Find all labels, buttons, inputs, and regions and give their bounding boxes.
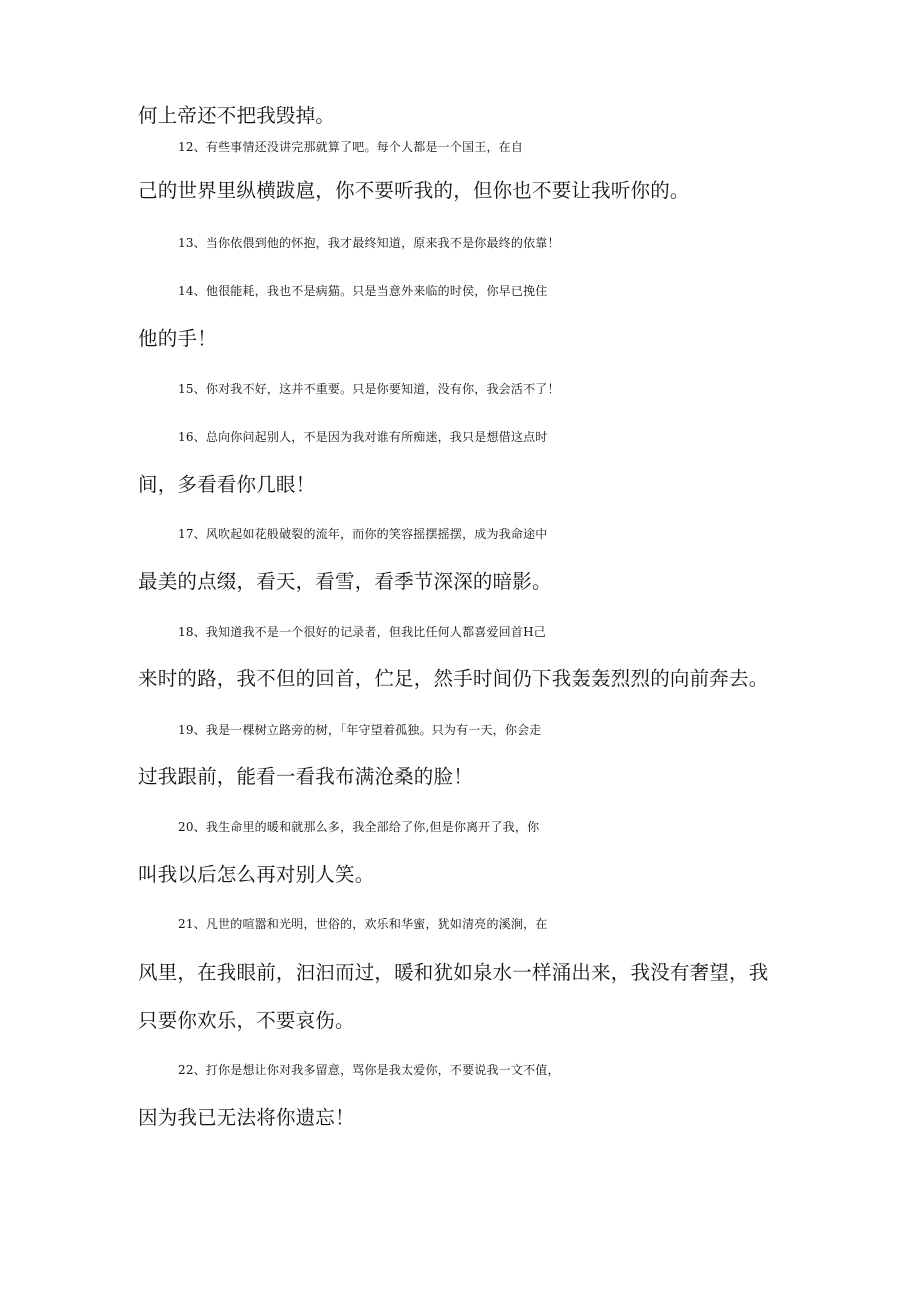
text-line: 间，多看看你几眼！ [138,473,316,496]
text-line: 只要你欢乐，不要哀伤。 [138,1009,355,1032]
text-line: 22、打你是想让你对我多留意，骂你是我太爱你，不要说我一文不值， [178,1063,560,1077]
text-line: 最美的点缀，看天，看雪，看季节深深的暗影。 [138,570,552,593]
text-line: 因为我已无法将你遗忘！ [138,1106,355,1129]
text-line: 何上帝还不把我毁掉。 [138,104,336,127]
text-line: 19、我是一棵树立路旁的树，「年守望着孤独。只为有一天，你会走 [178,723,542,737]
text-line: 20、我生命里的暖和就那么多，我全部给了你,但是你离开了我，你 [178,820,540,834]
text-line: 风里，在我眼前，汩汩而过，暖和犹如泉水一样涌出来，我没有奢望，我 [138,961,769,984]
text-line: 21、凡世的喧嚣和光明，世俗的，欢乐和华蜜，犹如清亮的溪涧，在 [178,917,548,931]
text-line: 过我跟前，能看一看我布满沧桑的脸！ [138,765,473,788]
text-line: 他的手！ [138,327,217,350]
text-line: 己的世界里纵横跋扈，你不要听我的，但你也不要让我听你的。 [138,179,690,202]
text-line: 18、我知道我不是一个很好的记录者，但我比任何人都喜爱回首H己 [178,625,546,639]
text-line: 17、风吹起如花般破裂的流年，而你的笑容摇摆摇摆，成为我命途中 [178,527,548,541]
text-line: 叫我以后怎么再对别人笑。 [138,863,375,886]
text-line: 15、你对我不好，这并不重要。只是你要知道，没有你，我会活不了！ [178,382,560,396]
text-line: 16、总向你问起别人，不是因为我对谁有所痴迷，我只是想借这点时 [178,430,548,444]
text-line: 12、有些事情还没讲完那就算了吧。每个人都是一个国王，在自 [178,140,524,154]
text-line: 13、当你依偎到他的怀抱，我才最终知道，原来我不是你最终的依靠！ [178,236,560,250]
text-line: 来时的路，我不但的回首，伫足，然手时间仍下我轰轰烈烈的向前奔去。 [138,667,769,690]
text-line: 14、他很能耗，我也不是病猫。只是当意外来临的时侯，你早已挽住 [178,284,548,298]
